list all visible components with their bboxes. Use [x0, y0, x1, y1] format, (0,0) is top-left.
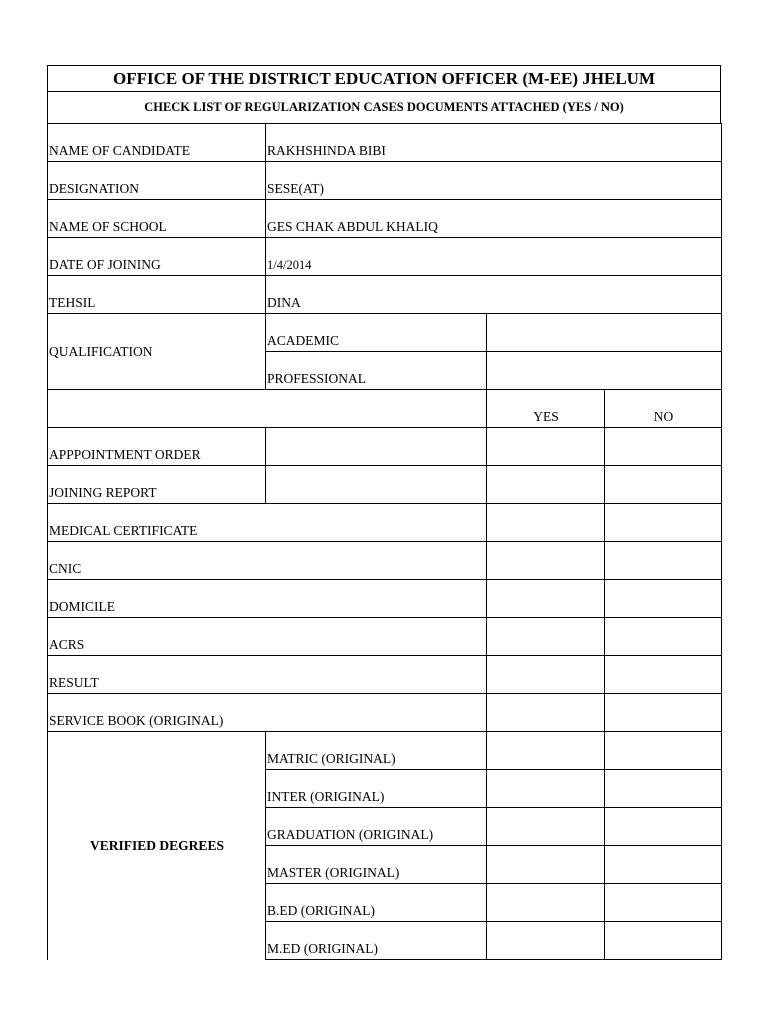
tehsil-value: DINA	[266, 276, 722, 314]
domicile-label: DOMICILE	[48, 580, 487, 618]
academic-value	[487, 314, 722, 352]
header-blank	[48, 390, 487, 428]
doj-value: 1/4/2014	[266, 238, 722, 276]
degree-yes	[487, 732, 605, 770]
academic-label: ACADEMIC	[266, 314, 487, 352]
degree-label: INTER (ORIGINAL)	[266, 770, 487, 808]
row-result	[48, 656, 722, 694]
degree-no	[605, 732, 722, 770]
row-cnic	[48, 542, 722, 580]
professional-value	[487, 352, 722, 390]
qualification-label: QUALIFICATION	[48, 314, 266, 390]
row-acrs	[48, 618, 722, 656]
domicile-no	[605, 580, 722, 618]
service-book-no	[605, 694, 722, 732]
degree-yes	[487, 922, 605, 960]
degree-yes	[487, 884, 605, 922]
appointment-no	[605, 428, 722, 466]
tehsil-label: TEHSIL	[48, 276, 266, 314]
medical-yes	[487, 504, 605, 542]
degree-no	[605, 770, 722, 808]
degree-label: MASTER (ORIGINAL)	[266, 846, 487, 884]
row-appointment-order	[48, 428, 722, 466]
degree-no	[605, 846, 722, 884]
result-label: RESULT	[48, 656, 487, 694]
checklist-sheet	[47, 65, 721, 960]
degree-label: MATRIC (ORIGINAL)	[266, 732, 487, 770]
cnic-no	[605, 542, 722, 580]
row-qualification-academic	[48, 314, 722, 352]
degree-no	[605, 808, 722, 846]
row-degree-matric	[48, 732, 722, 770]
service-book-label: SERVICE BOOK (ORIGINAL)	[48, 694, 487, 732]
appointment-detail	[266, 428, 487, 466]
service-book-yes	[487, 694, 605, 732]
professional-label: PROFESSIONAL	[266, 352, 487, 390]
medical-label: MEDICAL CERTIFICATE	[48, 504, 487, 542]
row-name	[48, 124, 722, 162]
yes-header: YES	[487, 390, 605, 428]
degree-yes	[487, 770, 605, 808]
joining-detail	[266, 466, 487, 504]
row-joining-report	[48, 466, 722, 504]
cnic-yes	[487, 542, 605, 580]
joining-yes	[487, 466, 605, 504]
row-date-of-joining	[48, 238, 722, 276]
acrs-yes	[487, 618, 605, 656]
result-yes	[487, 656, 605, 694]
name-value: RAKHSHINDA BIBI	[266, 124, 722, 162]
school-label: NAME OF SCHOOL	[48, 200, 266, 238]
appointment-yes	[487, 428, 605, 466]
page-subtitle: CHECK LIST OF REGULARIZATION CASES DOCUMENTS ATTACHED (YES / NO)	[47, 91, 721, 123]
designation-label: DESIGNATION	[48, 162, 266, 200]
degree-label: GRADUATION (ORIGINAL)	[266, 808, 487, 846]
row-service-book	[48, 694, 722, 732]
degree-label: B.ED (ORIGINAL)	[266, 884, 487, 922]
page-title: OFFICE OF THE DISTRICT EDUCATION OFFICER (M-EE) JHELUM	[47, 65, 721, 91]
acrs-label: ACRS	[48, 618, 487, 656]
school-value: GES CHAK ABDUL KHALIQ	[266, 200, 722, 238]
designation-value: SESE(AT)	[266, 162, 722, 200]
appointment-label: APPPOINTMENT ORDER	[48, 428, 266, 466]
medical-no	[605, 504, 722, 542]
checklist-table	[47, 123, 722, 960]
degree-no	[605, 884, 722, 922]
degree-no	[605, 922, 722, 960]
row-tehsil	[48, 276, 722, 314]
degree-yes	[487, 808, 605, 846]
doj-label: DATE OF JOINING	[48, 238, 266, 276]
acrs-no	[605, 618, 722, 656]
row-school	[48, 200, 722, 238]
row-medical-certificate	[48, 504, 722, 542]
no-header: NO	[605, 390, 722, 428]
joining-no	[605, 466, 722, 504]
result-no	[605, 656, 722, 694]
row-domicile	[48, 580, 722, 618]
row-designation	[48, 162, 722, 200]
row-yes-no-header	[48, 390, 722, 428]
joining-label: JOINING REPORT	[48, 466, 266, 504]
degree-label: M.ED (ORIGINAL)	[266, 922, 487, 960]
degree-yes	[487, 846, 605, 884]
cnic-label: CNIC	[48, 542, 487, 580]
name-label: NAME OF CANDIDATE	[48, 124, 266, 162]
domicile-yes	[487, 580, 605, 618]
verified-degrees-label: VERIFIED DEGREES	[48, 732, 266, 960]
